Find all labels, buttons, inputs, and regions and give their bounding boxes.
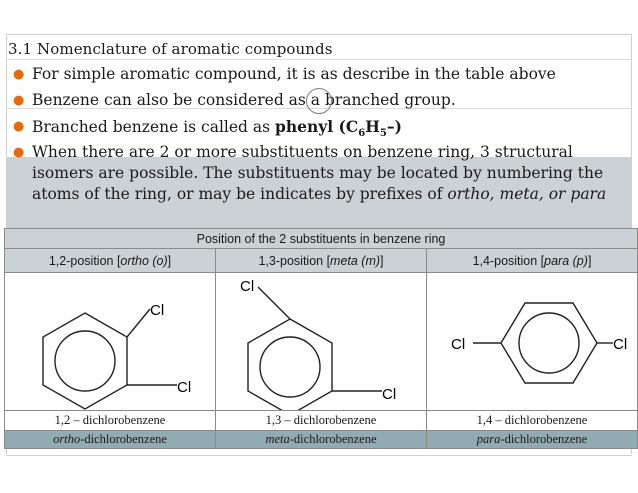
bullet-item: [8, 115, 628, 139]
aromatic-circle: [260, 337, 320, 397]
bullet-text-line: isomers are possible. The substituents may be located by numbering the: [32, 164, 604, 182]
meta-common-name: [216, 431, 427, 449]
column-header-text: ]: [167, 253, 172, 268]
para-dichlorobenzene-structure: [427, 273, 637, 410]
bullet-text-line: atoms of the ring, or may be indicates by prefixes of: [32, 185, 448, 203]
bond-line: [127, 309, 150, 337]
aromatic-circle: [519, 313, 579, 373]
bullet-text: For simple aromatic compound, it is as describe in the table above: [32, 65, 556, 83]
meta-dichlorobenzene-structure: [216, 273, 426, 410]
bullet-list: [8, 63, 628, 205]
section-heading: 3.1 Nomenclature of aromatic compounds: [8, 40, 333, 58]
bullet-text: Benzene can also be considered as a branched group.: [32, 91, 456, 109]
ortho-dichlorobenzene-structure: [5, 273, 215, 410]
chlorine-label: Cl: [150, 302, 165, 319]
phenyl-subscript: 6: [358, 128, 366, 140]
column-header-ortho: [5, 249, 216, 273]
column-header-text: ]: [380, 253, 384, 268]
column-header-italic: ortho (o): [120, 253, 168, 268]
common-name-suffix: -dichlorobenzene: [500, 432, 588, 446]
common-name-suffix: -dichlorobenzene: [80, 432, 167, 446]
bullet-item: [8, 63, 628, 86]
frame-bottom-border: [6, 455, 632, 456]
column-header-italic: para (p): [544, 253, 588, 268]
column-header-para: [427, 249, 638, 273]
prefix-list: ortho, meta, or para: [447, 185, 607, 203]
column-header-text: 1,4-position [: [472, 253, 545, 268]
bullet-text-line: When there are 2 or more substituents on benzene ring, 3 structural: [32, 143, 573, 161]
cursor-ring-icon: [306, 88, 332, 114]
chlorine-label: Cl: [613, 336, 628, 353]
bullet-dot-icon: ●: [13, 119, 25, 134]
chlorine-label: Cl: [177, 379, 192, 396]
phenyl-subscript: 5: [379, 128, 387, 140]
chlorine-label: Cl: [240, 278, 255, 295]
ortho-iupac-name: 1,2 – dichlorobenzene: [5, 411, 216, 431]
column-header-text: ]: [587, 253, 592, 268]
para-structure-cell: [427, 273, 638, 411]
ortho-prefix: ortho: [53, 432, 81, 446]
bullet-dot-icon: ●: [13, 67, 25, 82]
column-header-text: 1,2-position [: [48, 253, 121, 268]
heading-rule: [6, 59, 632, 60]
bullet-dot-icon: ●: [13, 145, 25, 160]
chlorine-label: Cl: [382, 386, 397, 403]
column-header-text: 1,3-position [: [258, 253, 331, 268]
frame-top-border: [6, 34, 632, 35]
bullet-text: Branched benzene is called as: [32, 118, 276, 136]
aromatic-circle: [55, 331, 115, 391]
bond-line: [258, 287, 290, 319]
benzene-ring: [501, 303, 597, 383]
chlorine-label: Cl: [451, 336, 466, 353]
phenyl-term-part: –): [386, 117, 402, 136]
meta-iupac-name: 1,3 – dichlorobenzene: [216, 411, 427, 431]
table-title: Position of the 2 substituents in benzene ring: [5, 229, 638, 249]
para-prefix: para: [476, 432, 501, 446]
column-header-italic: meta (m): [330, 253, 381, 268]
para-iupac-name: 1,4 – dichlorobenzene: [427, 411, 638, 431]
bullet-dot-icon: ●: [13, 93, 25, 108]
meta-prefix: meta: [265, 432, 290, 446]
isomer-table: [4, 228, 638, 449]
phenyl-term-part: H: [365, 117, 380, 136]
phenyl-term: [275, 117, 402, 140]
column-header-meta: [216, 249, 427, 273]
para-common-name: [427, 431, 638, 449]
ortho-common-name: [5, 431, 216, 449]
common-name-suffix: -dichlorobenzene: [289, 432, 377, 446]
phenyl-term-part: phenyl (C: [275, 117, 359, 136]
ortho-structure-cell: [5, 273, 216, 411]
meta-structure-cell: [216, 273, 427, 411]
bullet-item: [8, 142, 628, 205]
